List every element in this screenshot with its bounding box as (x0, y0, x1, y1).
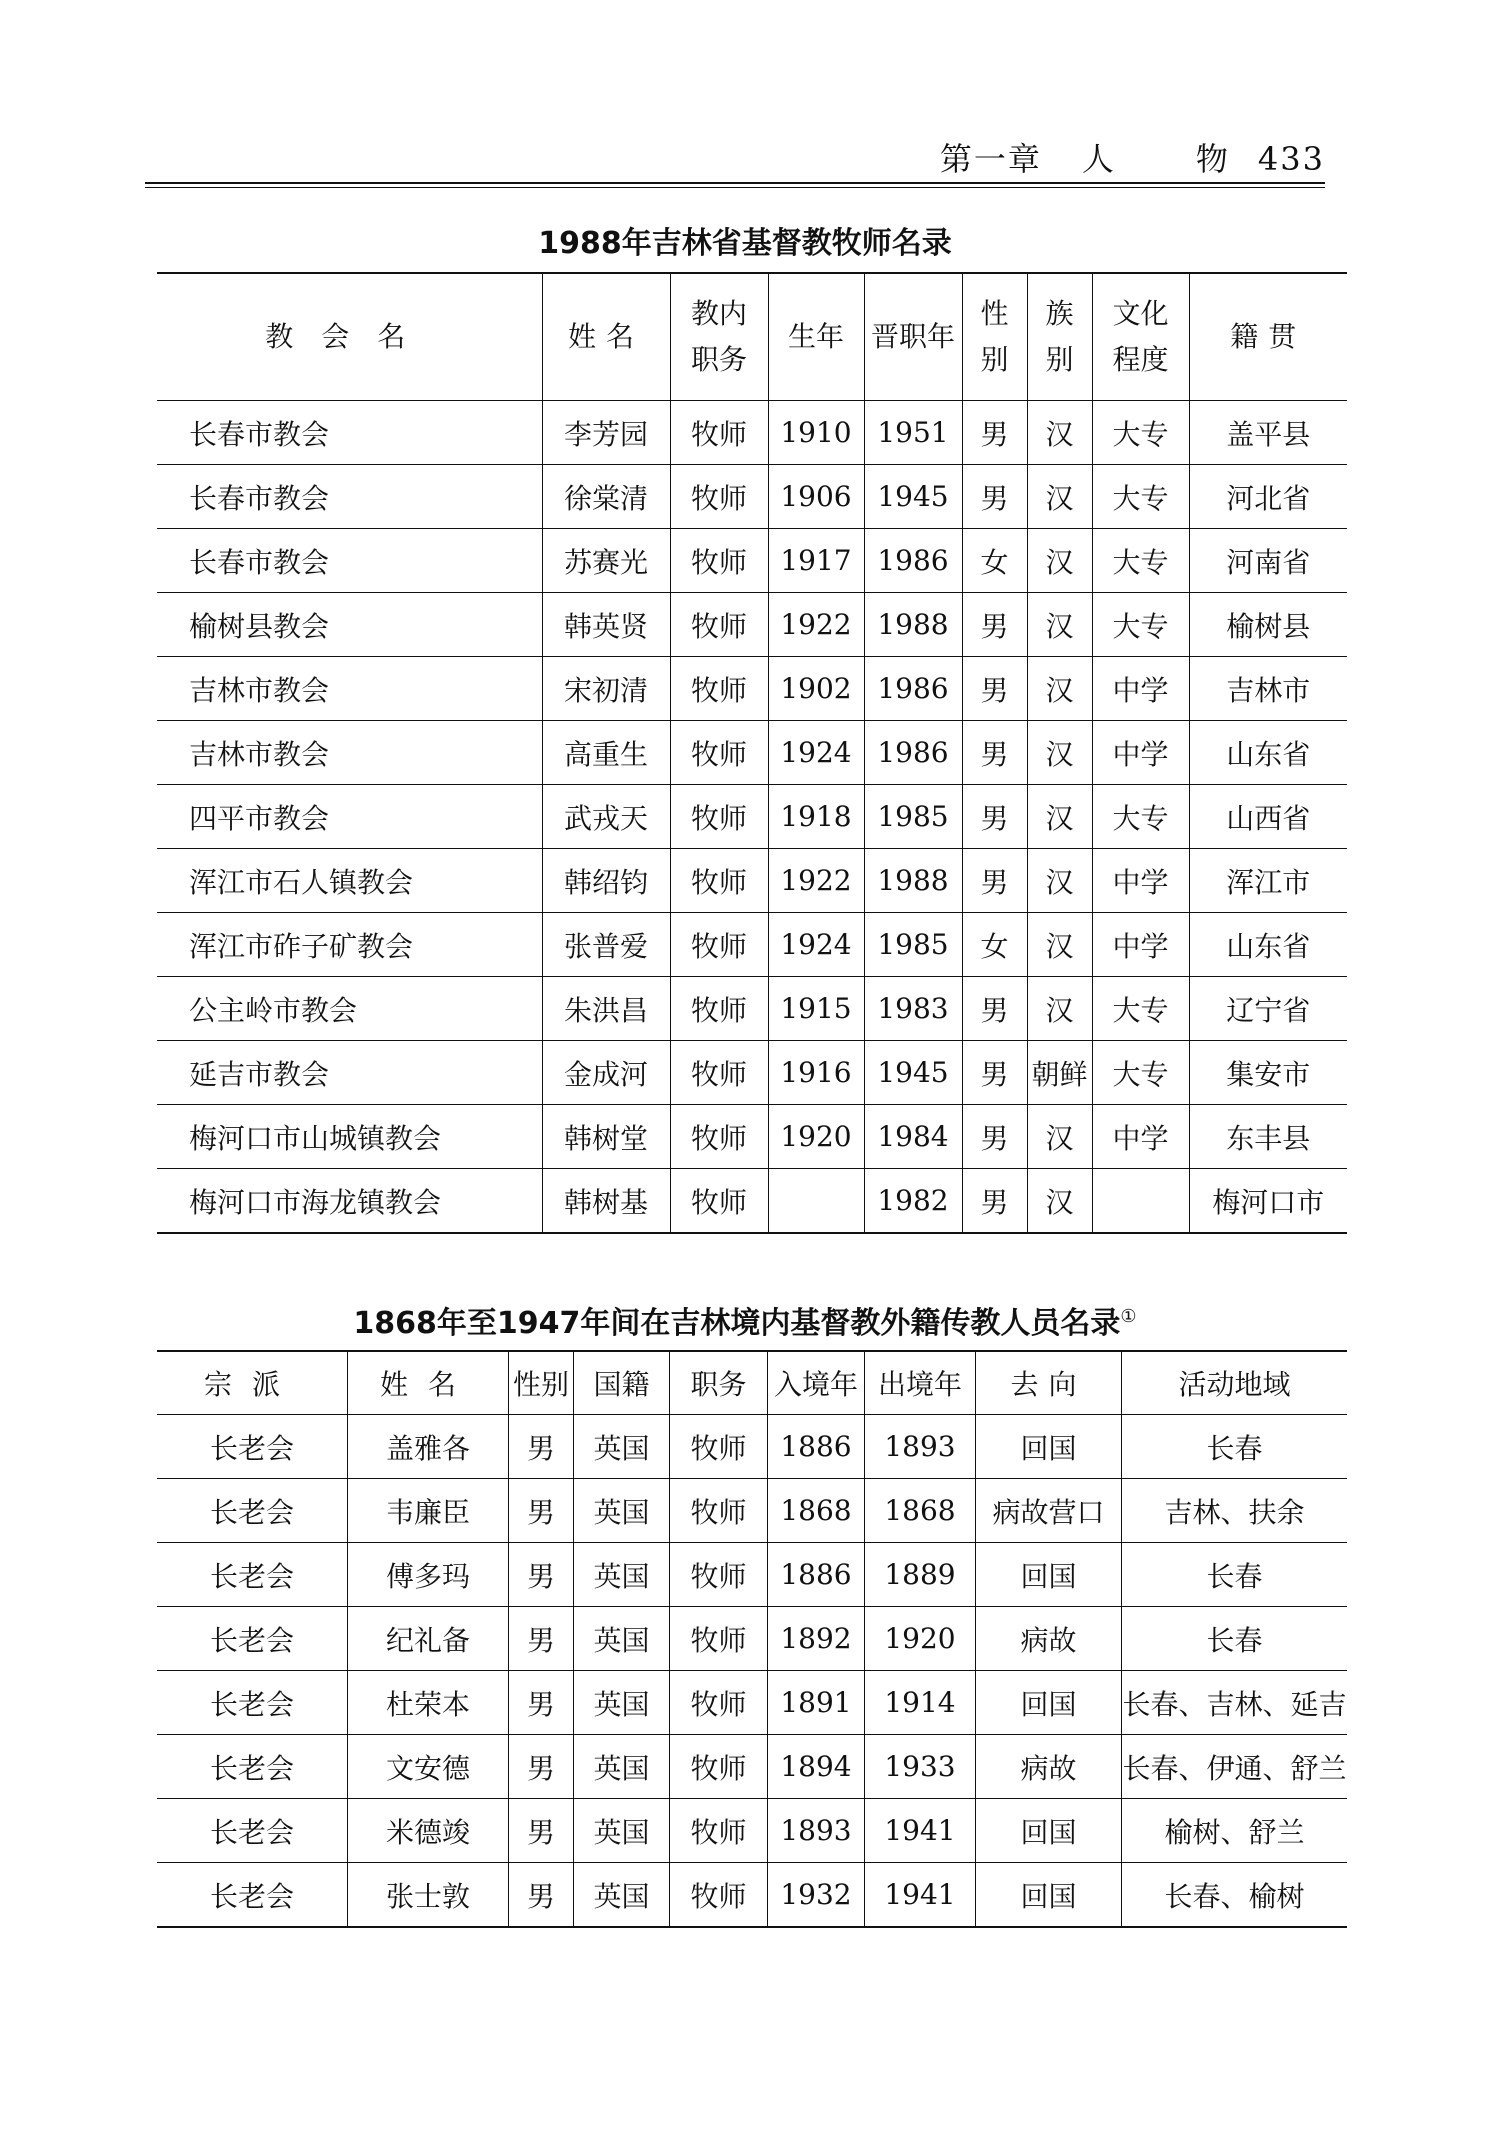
table-row (157, 1105, 1347, 1169)
cell-sect: 长老会 (157, 1799, 348, 1863)
cell-birth: 1915 (768, 977, 864, 1041)
cell-promotion: 1986 (864, 657, 962, 721)
cell-destination: 回国 (976, 1671, 1122, 1735)
cell-promotion: 1986 (864, 721, 962, 785)
cell-sex: 男 (509, 1607, 574, 1671)
cell-name: 金成河 (542, 1041, 670, 1105)
cell-exit: 1941 (865, 1799, 976, 1863)
cell-native: 集安市 (1189, 1041, 1347, 1105)
col-header-name: 姓名 (542, 273, 670, 401)
cell-duty: 牧师 (670, 721, 768, 785)
cell-nationality: 英国 (574, 1607, 670, 1671)
col-header-sex: 性别 (509, 1351, 574, 1415)
cell-sex: 男 (509, 1863, 574, 1928)
table-row (157, 785, 1347, 849)
cell-promotion: 1985 (864, 785, 962, 849)
col-header-edu-l1: 文化 (1112, 297, 1169, 330)
cell-duty: 牧师 (670, 465, 768, 529)
cell-sex: 男 (509, 1415, 574, 1479)
col-header-sex (962, 273, 1027, 401)
cell-church: 长春市教会 (157, 401, 542, 465)
table1-title: 1988年吉林省基督教牧师名录 (538, 226, 952, 261)
cell-birth: 1902 (768, 657, 864, 721)
table-row (157, 529, 1347, 593)
cell-sex: 男 (509, 1543, 574, 1607)
cell-birth: 1917 (768, 529, 864, 593)
cell-exit: 1941 (865, 1863, 976, 1928)
cell-sex: 男 (509, 1671, 574, 1735)
cell-promotion: 1982 (864, 1169, 962, 1234)
cell-native: 浑江市 (1189, 849, 1347, 913)
cell-duty: 牧师 (670, 657, 768, 721)
col-header-sex-l1: 性 (980, 297, 1009, 330)
missionary-table (157, 1350, 1347, 1928)
cell-destination: 回国 (976, 1415, 1122, 1479)
col-header-sect: 宗派 (157, 1351, 348, 1415)
col-header-edu-l2: 程度 (1112, 343, 1169, 376)
cell-duty: 牧师 (670, 1415, 768, 1479)
page-number: 433 (1257, 140, 1325, 178)
cell-name: 韦廉臣 (348, 1479, 509, 1543)
cell-sex: 女 (962, 913, 1027, 977)
cell-entry: 1894 (768, 1735, 865, 1799)
cell-ethnic: 汉 (1027, 785, 1092, 849)
cell-name: 米德竣 (348, 1799, 509, 1863)
cell-name: 朱洪昌 (542, 977, 670, 1041)
table-row (157, 977, 1347, 1041)
cell-name: 韩树基 (542, 1169, 670, 1234)
cell-church: 浑江市砟子矿教会 (157, 913, 542, 977)
cell-edu (1092, 1169, 1189, 1234)
cell-church: 长春市教会 (157, 529, 542, 593)
cell-native: 河南省 (1189, 529, 1347, 593)
cell-sex: 男 (509, 1479, 574, 1543)
cell-entry: 1886 (768, 1415, 865, 1479)
cell-native: 河北省 (1189, 465, 1347, 529)
col-header-ethnic-l2: 别 (1045, 343, 1074, 376)
cell-edu: 大专 (1092, 593, 1189, 657)
cell-sect: 长老会 (157, 1671, 348, 1735)
cell-birth: 1906 (768, 465, 864, 529)
cell-sex: 男 (962, 977, 1027, 1041)
col-header-destination: 去向 (976, 1351, 1122, 1415)
col-header-sex-l2: 别 (980, 343, 1009, 376)
cell-birth (768, 1169, 864, 1234)
cell-native: 吉林市 (1189, 657, 1347, 721)
table-row (157, 913, 1347, 977)
cell-native: 东丰县 (1189, 1105, 1347, 1169)
cell-entry: 1932 (768, 1863, 865, 1928)
cell-ethnic: 汉 (1027, 721, 1092, 785)
cell-ethnic: 汉 (1027, 401, 1092, 465)
cell-ethnic: 汉 (1027, 657, 1092, 721)
cell-native: 榆树县 (1189, 593, 1347, 657)
cell-church: 梅河口市海龙镇教会 (189, 1185, 442, 1219)
cell-duty: 牧师 (670, 1671, 768, 1735)
cell-ethnic: 汉 (1027, 593, 1092, 657)
cell-native: 山西省 (1189, 785, 1347, 849)
cell-area: 榆树、舒兰 (1122, 1799, 1348, 1863)
table-row (157, 1863, 1347, 1928)
col-header-native: 籍贯 (1189, 273, 1347, 401)
cell-name: 张士敦 (348, 1863, 509, 1928)
cell-edu: 大专 (1092, 401, 1189, 465)
table-row (157, 1607, 1347, 1671)
cell-nationality: 英国 (574, 1799, 670, 1863)
cell-sex: 男 (962, 785, 1027, 849)
cell-church: 梅河口市山城镇教会 (157, 1105, 542, 1169)
cell-nationality: 英国 (574, 1735, 670, 1799)
cell-duty: 牧师 (670, 1863, 768, 1928)
cell-name: 李芳园 (542, 401, 670, 465)
col-header-exit: 出境年 (865, 1351, 976, 1415)
running-head (940, 134, 1325, 180)
cell-destination: 病故营口 (976, 1479, 1122, 1543)
cell-nationality: 英国 (574, 1415, 670, 1479)
col-header-duty: 职务 (670, 1351, 768, 1415)
chapter-label: 第一章 (939, 140, 1042, 178)
cell-nationality: 英国 (574, 1671, 670, 1735)
cell-entry: 1892 (768, 1607, 865, 1671)
cell-entry: 1868 (768, 1479, 865, 1543)
cell-destination: 病故 (976, 1607, 1122, 1671)
cell-sect: 长老会 (157, 1479, 348, 1543)
cell-entry: 1893 (768, 1799, 865, 1863)
cell-edu: 中学 (1092, 1105, 1189, 1169)
cell-duty: 牧师 (670, 849, 768, 913)
cell-church: 浑江市石人镇教会 (157, 849, 542, 913)
page-header (145, 128, 1325, 184)
cell-promotion: 1945 (864, 465, 962, 529)
cell-duty: 牧师 (670, 401, 768, 465)
table-header-row (157, 1351, 1347, 1415)
cell-duty: 牧师 (670, 593, 768, 657)
cell-sex: 男 (962, 1041, 1027, 1105)
cell-church: 吉林市教会 (157, 657, 542, 721)
cell-name: 高重生 (542, 721, 670, 785)
table-row (157, 401, 1347, 465)
cell-birth: 1924 (768, 913, 864, 977)
cell-destination: 回国 (976, 1543, 1122, 1607)
cell-sex: 男 (962, 593, 1027, 657)
cell-area: 长春 (1122, 1607, 1348, 1671)
cell-edu: 大专 (1092, 977, 1189, 1041)
cell-duty: 牧师 (670, 1479, 768, 1543)
cell-birth: 1920 (768, 1105, 864, 1169)
cell-promotion: 1986 (864, 529, 962, 593)
cell-sect: 长老会 (157, 1735, 348, 1799)
footnote-mark: ① (1120, 1306, 1137, 1327)
col-header-ethnic-l1: 族 (1045, 297, 1074, 330)
cell-duty: 牧师 (670, 1041, 768, 1105)
cell-destination: 病故 (976, 1735, 1122, 1799)
cell-promotion: 1983 (864, 977, 962, 1041)
table-row (157, 465, 1347, 529)
cell-native: 山东省 (1189, 721, 1347, 785)
cell-ethnic: 汉 (1027, 913, 1092, 977)
cell-promotion: 1945 (864, 1041, 962, 1105)
cell-entry: 1886 (768, 1543, 865, 1607)
cell-duty: 牧师 (670, 977, 768, 1041)
cell-edu: 中学 (1092, 849, 1189, 913)
cell-ethnic: 汉 (1027, 1105, 1092, 1169)
cell-promotion: 1988 (864, 849, 962, 913)
cell-promotion: 1984 (864, 1105, 962, 1169)
cell-name: 苏赛光 (542, 529, 670, 593)
col-header-promotion: 晋职年 (864, 273, 962, 401)
cell-name: 傅多玛 (348, 1543, 509, 1607)
pastor-table (157, 272, 1347, 1234)
cell-name: 韩绍钧 (542, 849, 670, 913)
cell-duty: 牧师 (670, 1735, 768, 1799)
table-row (157, 1799, 1347, 1863)
col-header-church: 教会名 (157, 273, 542, 401)
cell-promotion: 1988 (864, 593, 962, 657)
cell-sex: 男 (509, 1799, 574, 1863)
cell-nationality: 英国 (574, 1543, 670, 1607)
cell-duty: 牧师 (670, 1105, 768, 1169)
cell-area: 长春 (1122, 1543, 1348, 1607)
cell-sect: 长老会 (157, 1607, 348, 1671)
col-header-entry: 入境年 (768, 1351, 865, 1415)
cell-area: 长春、榆树 (1122, 1863, 1348, 1928)
cell-destination: 回国 (976, 1799, 1122, 1863)
cell-sex: 男 (962, 849, 1027, 913)
cell-name: 杜荣本 (348, 1671, 509, 1735)
cell-church: 四平市教会 (157, 785, 542, 849)
cell-name: 盖雅各 (348, 1415, 509, 1479)
table-header-row (157, 273, 1347, 401)
table2-title-text: 1868年至1947年间在吉林境内基督教外籍传教人员名录 (353, 1306, 1121, 1341)
cell-edu: 大专 (1092, 465, 1189, 529)
cell-nationality: 英国 (574, 1863, 670, 1928)
cell-edu: 中学 (1092, 657, 1189, 721)
cell-name: 韩英贤 (542, 593, 670, 657)
cell-name: 武戎天 (542, 785, 670, 849)
cell-birth: 1910 (768, 401, 864, 465)
cell-exit: 1893 (865, 1415, 976, 1479)
col-header-area: 活动地域 (1122, 1351, 1348, 1415)
cell-church: 榆树县教会 (157, 593, 542, 657)
cell-exit: 1889 (865, 1543, 976, 1607)
table-row (157, 849, 1347, 913)
cell-ethnic: 朝鲜 (1027, 1041, 1092, 1105)
section-char-b: 物 (1195, 140, 1230, 178)
cell-sect: 长老会 (157, 1543, 348, 1607)
col-header-ethnic (1027, 273, 1092, 401)
table-row (157, 1479, 1347, 1543)
cell-duty: 牧师 (670, 1169, 768, 1234)
cell-name: 文安德 (348, 1735, 509, 1799)
cell-duty: 牧师 (670, 1607, 768, 1671)
cell-duty: 牧师 (670, 913, 768, 977)
table2-title (145, 1298, 1345, 1342)
cell-duty: 牧师 (670, 529, 768, 593)
cell-sex: 男 (962, 465, 1027, 529)
cell-sex: 男 (509, 1735, 574, 1799)
cell-destination: 回国 (976, 1863, 1122, 1928)
table-row (157, 1671, 1347, 1735)
cell-area: 长春、吉林、延吉 (1122, 1671, 1348, 1735)
col-header-duty-l2: 职务 (690, 343, 747, 376)
cell-native: 辽宁省 (1189, 977, 1347, 1041)
cell-nationality: 英国 (574, 1479, 670, 1543)
cell-church: 延吉市教会 (157, 1041, 542, 1105)
cell-sect: 长老会 (209, 1879, 294, 1913)
cell-birth: 1924 (768, 721, 864, 785)
table-row (157, 1735, 1347, 1799)
cell-exit: 1933 (865, 1735, 976, 1799)
cell-native: 盖平县 (1189, 401, 1347, 465)
table-row (157, 1169, 1347, 1234)
col-header-name: 姓名 (348, 1351, 509, 1415)
cell-name: 宋初清 (542, 657, 670, 721)
cell-ethnic: 汉 (1027, 1169, 1092, 1234)
cell-sect: 长老会 (157, 1415, 348, 1479)
table-row (157, 593, 1347, 657)
col-header-duty-l1: 教内 (690, 297, 747, 330)
cell-sex: 男 (962, 1105, 1027, 1169)
col-header-duty (670, 273, 768, 401)
cell-church: 公主岭市教会 (157, 977, 542, 1041)
cell-sex: 男 (962, 657, 1027, 721)
cell-sex: 男 (962, 401, 1027, 465)
cell-edu: 大专 (1092, 529, 1189, 593)
col-header-nationality: 国籍 (574, 1351, 670, 1415)
table-row (157, 1041, 1347, 1105)
section-char-a: 人 (1081, 140, 1116, 178)
cell-name: 徐棠清 (542, 465, 670, 529)
cell-promotion: 1951 (864, 401, 962, 465)
cell-sex: 女 (962, 529, 1027, 593)
table-row (157, 1415, 1347, 1479)
cell-sex: 男 (962, 721, 1027, 785)
cell-sex: 男 (962, 1169, 1027, 1234)
cell-edu: 大专 (1092, 1041, 1189, 1105)
cell-duty: 牧师 (670, 1799, 768, 1863)
cell-edu: 大专 (1092, 785, 1189, 849)
header-rule-thin (145, 187, 1325, 188)
cell-birth: 1918 (768, 785, 864, 849)
table-row (157, 1543, 1347, 1607)
cell-promotion: 1985 (864, 913, 962, 977)
cell-exit: 1868 (865, 1479, 976, 1543)
header-rule (145, 182, 1325, 184)
cell-duty: 牧师 (670, 1543, 768, 1607)
cell-name: 韩树堂 (542, 1105, 670, 1169)
cell-area: 吉林、扶余 (1122, 1479, 1348, 1543)
cell-entry: 1891 (768, 1671, 865, 1735)
cell-church: 吉林市教会 (157, 721, 542, 785)
table-row (157, 721, 1347, 785)
cell-area: 长春、伊通、舒兰 (1122, 1735, 1348, 1799)
col-header-education (1092, 273, 1189, 401)
cell-native: 山东省 (1189, 913, 1347, 977)
cell-exit: 1914 (865, 1671, 976, 1735)
cell-birth: 1922 (768, 849, 864, 913)
table-row (157, 657, 1347, 721)
cell-ethnic: 汉 (1027, 849, 1092, 913)
cell-name: 纪礼备 (348, 1607, 509, 1671)
cell-name: 张普爱 (542, 913, 670, 977)
cell-exit: 1920 (865, 1607, 976, 1671)
cell-edu: 中学 (1092, 913, 1189, 977)
cell-duty: 牧师 (670, 785, 768, 849)
cell-ethnic: 汉 (1027, 465, 1092, 529)
cell-native: 梅河口市 (1189, 1169, 1347, 1234)
cell-edu: 中学 (1092, 721, 1189, 785)
cell-ethnic: 汉 (1027, 529, 1092, 593)
cell-ethnic: 汉 (1027, 977, 1092, 1041)
cell-birth: 1916 (768, 1041, 864, 1105)
cell-area: 长春 (1122, 1415, 1348, 1479)
cell-church: 长春市教会 (157, 465, 542, 529)
cell-birth: 1922 (768, 593, 864, 657)
col-header-birth: 生年 (768, 273, 864, 401)
